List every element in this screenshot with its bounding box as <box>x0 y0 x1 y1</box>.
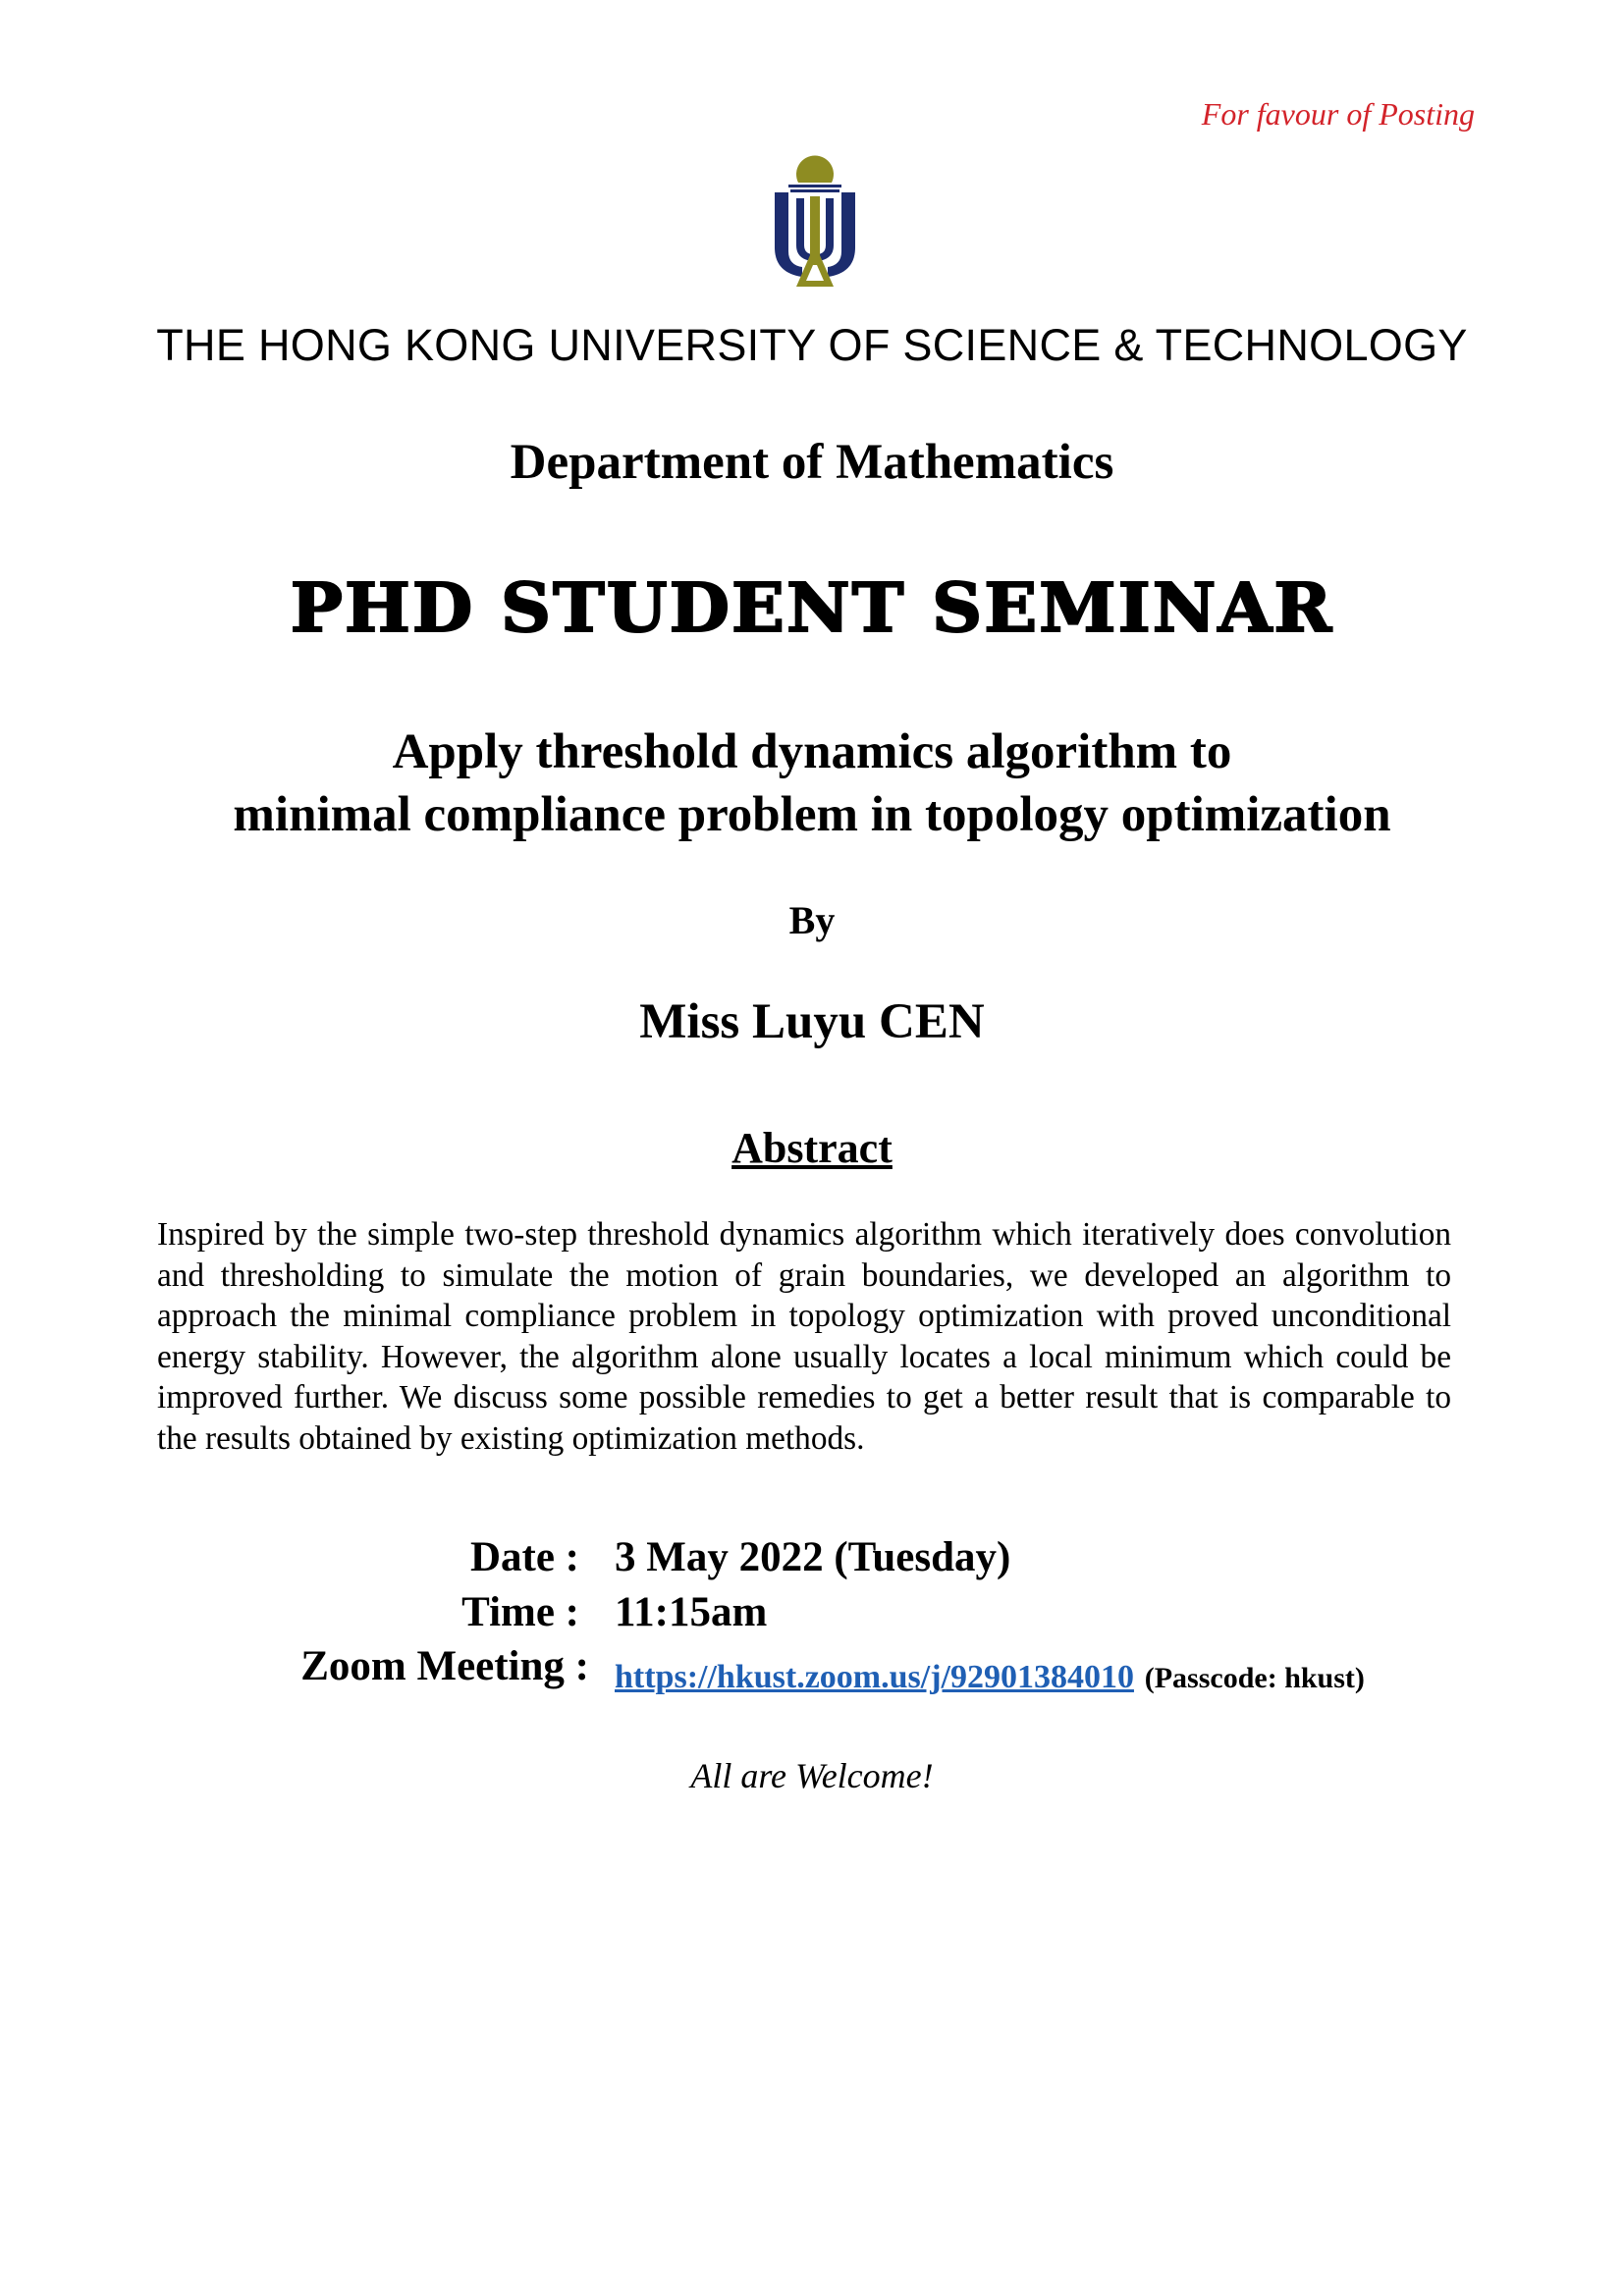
zoom-passcode: (Passcode: hkust) <box>1144 1662 1365 1694</box>
talk-title-line-1: Apply threshold dynamics algorithm to <box>392 724 1232 779</box>
department-name: Department of Mathematics <box>510 435 1114 490</box>
talk-title <box>0 721 1624 846</box>
closing-note: All are Welcome! <box>690 1756 934 1795</box>
zoom-details <box>615 1650 1365 1698</box>
date-label: Date : <box>469 1534 579 1580</box>
time-label: Time : <box>461 1589 579 1635</box>
event-type-heading: PHD STUDENT SEMINAR <box>290 569 1334 648</box>
speaker-name: Miss Luyu CEN <box>639 994 985 1049</box>
talk-title-line-2: minimal compliance problem in topology optimization <box>233 787 1391 842</box>
posting-note: For favour of Posting <box>1201 96 1475 132</box>
by-label: By <box>788 898 836 942</box>
date-value: 3 May 2022 (Tuesday) <box>615 1534 1011 1580</box>
abstract-heading: Abstract <box>731 1124 893 1172</box>
abstract-body: Inspired by the simple two-step threshold dynamics algorithm which iteratively does convolution and thresholding to simulate the motion of grain boundaries, we developed an algorithm to approach the minimal compliance problem in topology optimization with proved unconditional energy stability. However, the algorithm alone usually locates a local minimum which could be improved further. We discuss some possible remedies to get a better result that is comparable to the results obtained by existing optimization methods. <box>157 1216 1451 1457</box>
hkust-logo-icon <box>769 149 861 293</box>
zoom-meeting-link[interactable]: https://hkust.zoom.us/j/92901384010 <box>615 1659 1134 1695</box>
zoom-label: Zoom Meeting : <box>300 1643 589 1689</box>
time-value: 11:15am <box>615 1589 768 1635</box>
university-name: THE HONG KONG UNIVERSITY OF SCIENCE & TECHNOLOGY <box>156 320 1468 370</box>
hkust-logo-graphic <box>769 149 861 293</box>
